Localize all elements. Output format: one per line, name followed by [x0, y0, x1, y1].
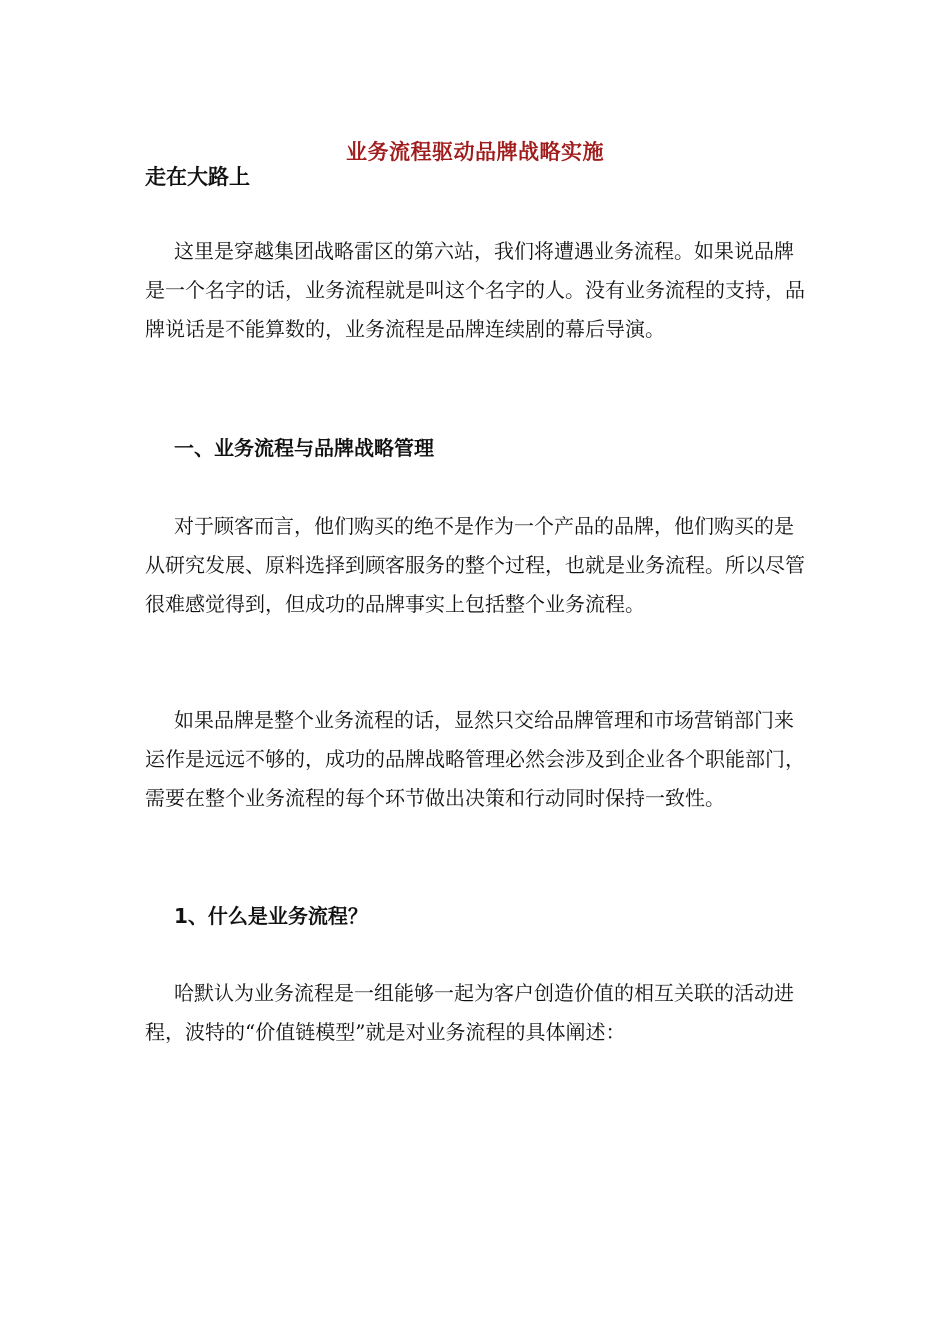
subsection-paragraph: 哈默认为业务流程是一组能够一起为客户创造价值的相互关联的活动进程，波特的“价值链模型”就是对业务流程的具体阐述：: [145, 981, 794, 1044]
subsection-number: 1: [174, 904, 188, 928]
section-paragraph-2: 如果品牌是整个业务流程的话，显然只交给品牌管理和市场营销部门来运作是远远不够的，成功的品牌战略管理必然会涉及到企业各个职能部门，需要在整个业务流程的每个环节做出决策和行动同时保持一致性。: [145, 708, 805, 810]
section-paragraph-1: 对于顾客而言，他们购买的绝不是作为一个产品的品牌，他们购买的是从研究发展、原料选择到顾客服务的整个过程，也就是业务流程。所以尽管很难感觉得到，但成功的品牌事实上包括整个业务流程。: [145, 514, 805, 616]
subsection-heading-text: 、什么是业务流程？: [187, 904, 368, 928]
document-subtitle: 走在大路上: [145, 164, 250, 189]
intro-paragraph: 这里是穿越集团战略雷区的第六站，我们将遭遇业务流程。如果说品牌是一个名字的话，业务流程就是叫这个名字的人。没有业务流程的支持，品牌说话是不能算数的，业务流程是品牌连续剧的幕后导演。: [145, 239, 805, 341]
subsection-heading: [174, 900, 368, 929]
section-heading: 一、业务流程与品牌战略管理: [174, 436, 434, 460]
document-title: 业务流程驱动品牌战略实施: [346, 139, 604, 164]
